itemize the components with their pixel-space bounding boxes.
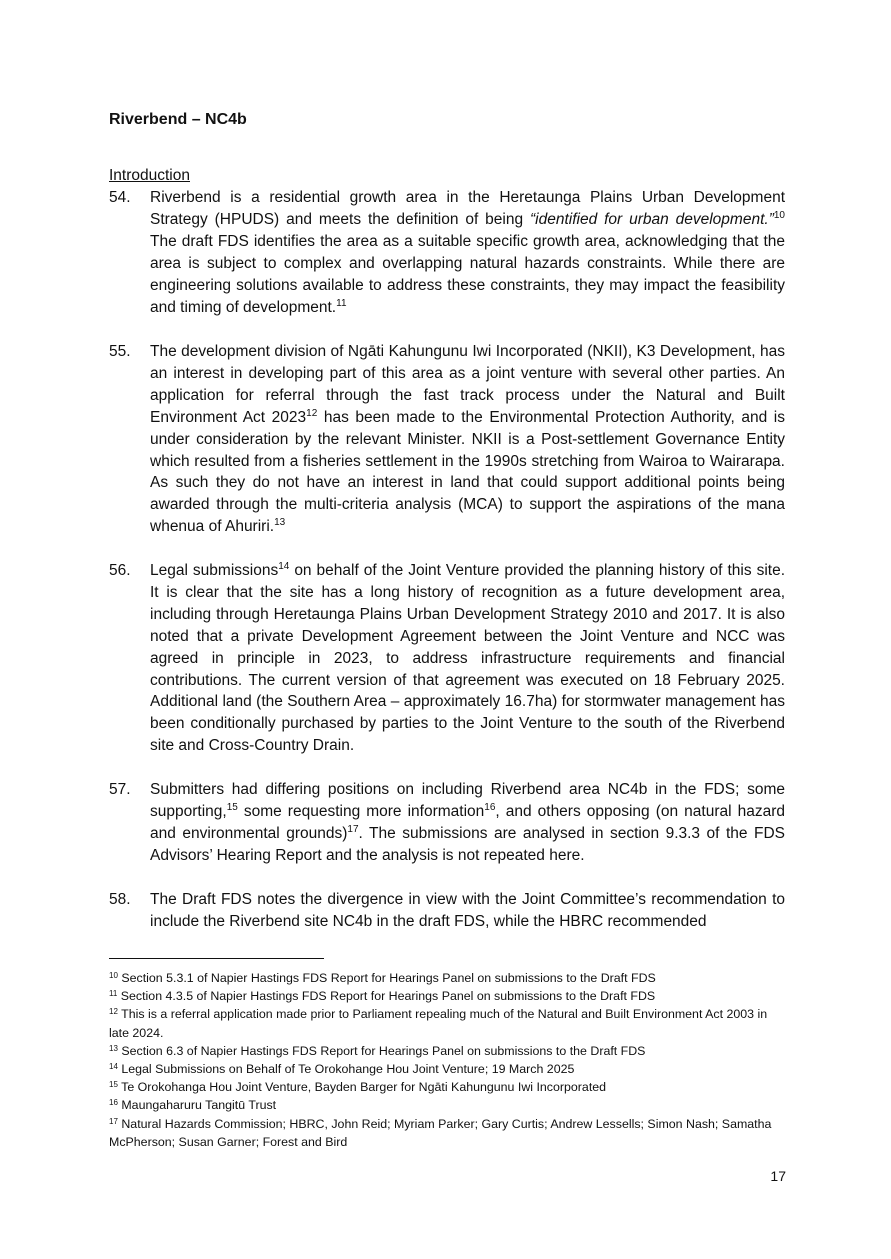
footnote-text: Te Orokohanga Hou Joint Venture, Bayden Barger for Ngāti Kahungunu Iwi Incorporated	[121, 1080, 607, 1095]
paragraph-text: Legal submissions	[150, 562, 279, 579]
paragraph-text: , and others opposing (on natural hazard and environmental grounds)	[150, 802, 785, 842]
footnote-ref: 13	[274, 517, 286, 529]
paragraph-text: The development division of Ngāti Kahungunu Iwi Incorporated (NKII), K3 Development, has an interest in developing part of this area as a joint venture with several other parties. An application for referral through the fast track process under the Natural and Built Environment Act 2023	[150, 343, 785, 426]
footnote-17	[109, 1115, 785, 1151]
quoted-definition: “identified for urban development.”	[530, 210, 774, 228]
footnotes	[109, 969, 785, 1151]
footnote-text: Natural Hazards Commission; HBRC, John Reid; Myriam Parker; Gary Curtis; Andrew Lessells; Simon Nash; Samatha McPherson; Susan Garner; Forest and Bird	[109, 1116, 772, 1149]
footnote-ref: 10	[773, 209, 785, 221]
paragraph-text: The draft FDS identifies the area as a suitable specific growth area, acknowledging that the area is subject to complex and overlapping natural hazards constraints. While there are engineering solutions available to address these constraints, they may impact the feasibility and timing of development.	[150, 232, 785, 316]
footnote-12	[109, 1005, 785, 1041]
paragraph-number: 55.	[109, 343, 131, 360]
paragraph-number: 58.	[109, 891, 131, 908]
footnote-text: Section 6.3 of Napier Hastings FDS Report for Hearings Panel on submissions to the Draft FDS	[121, 1043, 646, 1058]
footnote-number: 17	[109, 1116, 118, 1126]
footnote-ref: 17	[347, 823, 359, 835]
page-number: 17	[770, 1168, 786, 1184]
footnote-10	[109, 969, 785, 987]
footnote-ref: 11	[336, 297, 347, 309]
footnote-number: 13	[109, 1043, 118, 1053]
paragraph-text: Submitters had differing positions on including Riverbend area NC4b in the FDS; some supporting,	[150, 781, 785, 820]
footnote-14	[109, 1060, 785, 1078]
paragraph-55	[109, 341, 785, 538]
paragraph-number: 57.	[109, 781, 131, 798]
paragraph-body	[150, 560, 785, 757]
paragraph-text: Riverbend is a residential growth area in the Heretaunga Plains Urban Development Strategy (HPUDS) and meets the definition of being	[150, 189, 785, 228]
paragraph-body	[150, 779, 785, 867]
paragraph-number: 56.	[109, 562, 131, 579]
paragraph-number: 54.	[109, 189, 131, 206]
footnote-separator	[109, 958, 324, 959]
paragraph-58	[109, 889, 785, 933]
section-heading: Riverbend – NC4b	[109, 111, 247, 128]
footnote-number: 14	[109, 1062, 118, 1072]
subsection-label: Introduction	[109, 167, 190, 184]
footnote-ref: 14	[278, 561, 290, 572]
paragraph-54	[109, 187, 785, 318]
paragraph-57	[109, 779, 785, 867]
footnote-number: 11	[109, 989, 118, 999]
footnote-ref: 12	[306, 407, 318, 419]
paragraph-body	[150, 341, 785, 538]
paragraph-body	[150, 889, 785, 933]
footnote-text: Legal Submissions on Behalf of Te Orokohange Hou Joint Venture; 19 March 2025	[121, 1062, 575, 1077]
footnote-text: Section 4.3.5 of Napier Hastings FDS Report for Hearings Panel on submissions to the Draft FDS	[120, 989, 656, 1004]
footnote-13	[109, 1042, 785, 1060]
footnote-text: Section 5.3.1 of Napier Hastings FDS Report for Hearings Panel on submissions to the Draft FDS	[121, 971, 656, 985]
footnote-number: 15	[109, 1080, 118, 1090]
footnote-number: 12	[109, 1007, 118, 1017]
paragraph-text: has been made to the Environmental Protection Authority, and is under consideration by the relevant Minister. NKII is a Post-settlement Governance Entity which resulted from a fisheries settlement in the 1990s stretching from Wairoa to Wairarapa. As such they do not have an interest in land that could support additional points being awarded through the multi-criteria analysis (MCA) to support the aspirations of the mana whenua of Ahuriri.	[150, 408, 785, 536]
footnote-text: This is a referral application made prior to Parliament repealing much of the Natural and Built Environment Act 2003 in late 2024.	[109, 1007, 768, 1040]
footnote-15	[109, 1078, 785, 1096]
paragraph-text: on behalf of the Joint Venture provided the planning history of this site. It is clear that the site has a long history of recognition as a future development area, including through Heretaunga Plains Urban Development Strategy 2010 and 2017. It is also noted that a private Development Agreement between the Joint Venture and NCC was agreed in principle in 2023, to address infrastructure requirements and financial contributions. The current version of that agreement was executed on 18 February 2025. Additional land (the Southern Area – approximately 16.7ha) for stormwater management has been conditionally purchased by parties to the Joint Venture to the south of the Riverbend site and Cross-Country Drain.	[150, 562, 786, 755]
footnote-16	[109, 1096, 785, 1114]
footnote-text: Maungaharuru Tangitū Trust	[121, 1098, 277, 1113]
paragraph-text: The Draft FDS notes the divergence in view with the Joint Committee’s recommendation to include the Riverbend site NC4b in the draft FDS, while the HBRC recommended	[150, 891, 785, 930]
footnote-number: 16	[109, 1098, 118, 1108]
paragraph-text: . The submissions are analysed in section 9.3.3 of the FDS Advisors’ Hearing Report and the analysis is not repeated here.	[150, 824, 786, 864]
paragraph-text: some requesting more information	[237, 802, 485, 820]
footnote-11	[109, 987, 785, 1005]
paragraph-56	[109, 560, 785, 757]
footnote-ref: 16	[484, 801, 496, 813]
footnote-ref: 15	[226, 801, 238, 813]
footnote-number: 10	[109, 971, 118, 980]
paragraph-body	[150, 187, 785, 318]
